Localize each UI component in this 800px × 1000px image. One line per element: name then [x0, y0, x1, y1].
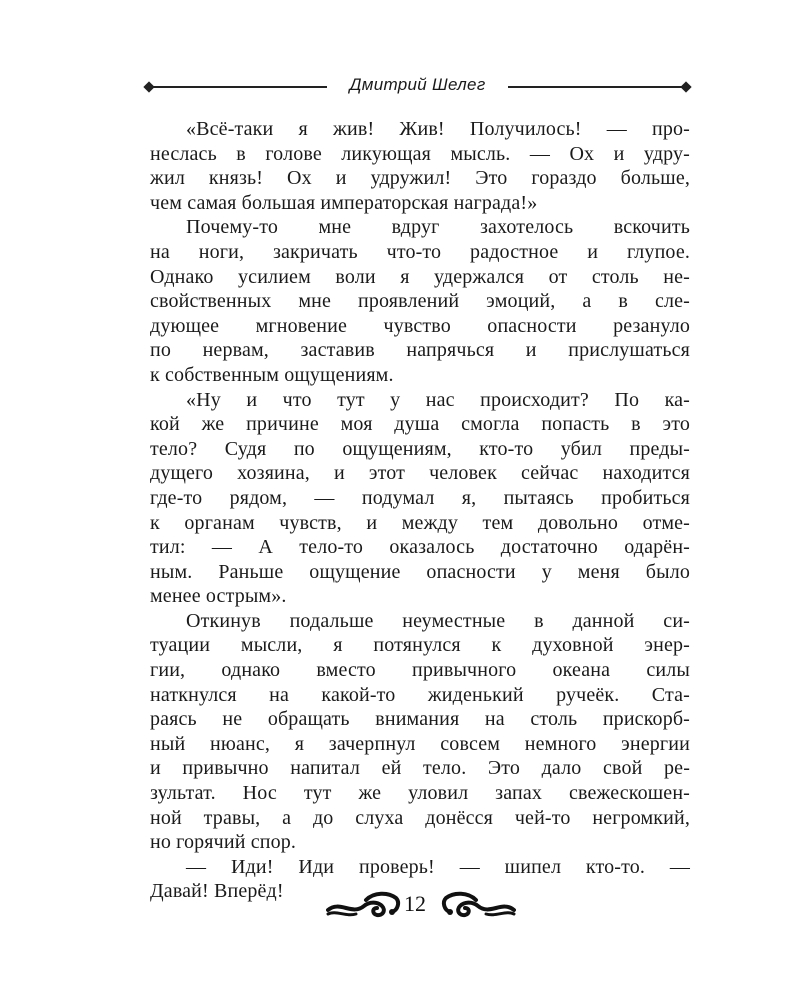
header-rule-right	[508, 86, 686, 88]
text-line: дующее мгновение чувство опасности резануло	[150, 314, 690, 337]
text-line: ным. Раньше ощущение опасности у меня было	[150, 560, 690, 583]
text-line: Давай! Вперёд!	[150, 880, 284, 903]
text-line: Почему-то мне вдруг захотелось вскочить	[186, 216, 690, 239]
ornament-swirl-icon	[440, 890, 516, 920]
text-line: Однако усилием воли я удержался от столь не-	[150, 265, 690, 288]
text-line: к собственным ощущениям.	[150, 363, 394, 386]
header-rule-end-dot	[143, 81, 154, 92]
text-line: по нервам, заставив напрячься и прислушаться	[150, 339, 690, 362]
page-body-text	[150, 117, 690, 904]
text-line: Откинув подальше неуместные в данной си-	[186, 609, 690, 632]
header-rule-left	[149, 86, 327, 88]
text-line: на ноги, закричать что-то радостное и глупое.	[150, 240, 690, 263]
text-line: туации мысли, я потянулся к духовной энер-	[150, 634, 690, 657]
text-line: — Иди! Иди проверь! — шипел кто-то. —	[186, 855, 690, 878]
text-line: раясь не обращать внимания на столь прискорб-	[150, 708, 690, 731]
text-line: зультат. Нос тут же уловил запах свежескошен-	[150, 782, 690, 805]
text-line: тело? Судя по ощущениям, кто-то убил преды-	[150, 437, 690, 460]
text-line: ный нюанс, я зачерпнул совсем немного энергии	[150, 732, 690, 755]
text-line: жил князь! Ох и удружил! Это гораздо больше,	[150, 167, 690, 190]
text-line: дущего хозяина, и этот человек сейчас находится	[150, 462, 690, 485]
header-author-name: Дмитрий Шелег	[349, 75, 486, 94]
header-rule-end-dot	[680, 81, 691, 92]
text-line: неслась в голове ликующая мысль. — Ох и удру-	[150, 142, 690, 165]
text-line: но горячий спор.	[150, 831, 297, 854]
text-line: и привычно напитал ей тело. Это дало свой ре-	[150, 757, 690, 780]
text-line: где-то рядом, — подумал я, пытаясь пробиться	[150, 486, 690, 509]
text-line: «Ну и что тут у нас происходит? По ка-	[186, 388, 690, 411]
text-line: тил: — А тело-то оказалось достаточно одарён-	[150, 536, 690, 559]
text-line: чем самая большая императорская награда!»	[150, 191, 538, 214]
ornament-swirl-icon	[326, 890, 402, 920]
text-line: к органам чувств, и между тем довольно отме-	[150, 511, 690, 534]
text-line: свойственных мне проявлений эмоций, а в сле-	[150, 290, 690, 313]
text-line: ной травы, а до слуха донёсся чей-то негромкий,	[150, 806, 690, 829]
page-footer	[0, 888, 800, 928]
text-line: гии, однако вместо привычного океана силы	[150, 659, 690, 682]
text-line: менее острым».	[150, 585, 287, 608]
text-line: наткнулся на какой-то жиденький ручеёк. Ста-	[150, 683, 690, 706]
text-line: «Всё-таки я жив! Жив! Получилось! — про-	[186, 118, 690, 140]
page-number: 12	[404, 891, 426, 916]
text-line: кой же причине моя душа смогла попасть в это	[150, 413, 690, 436]
running-header	[145, 74, 690, 98]
